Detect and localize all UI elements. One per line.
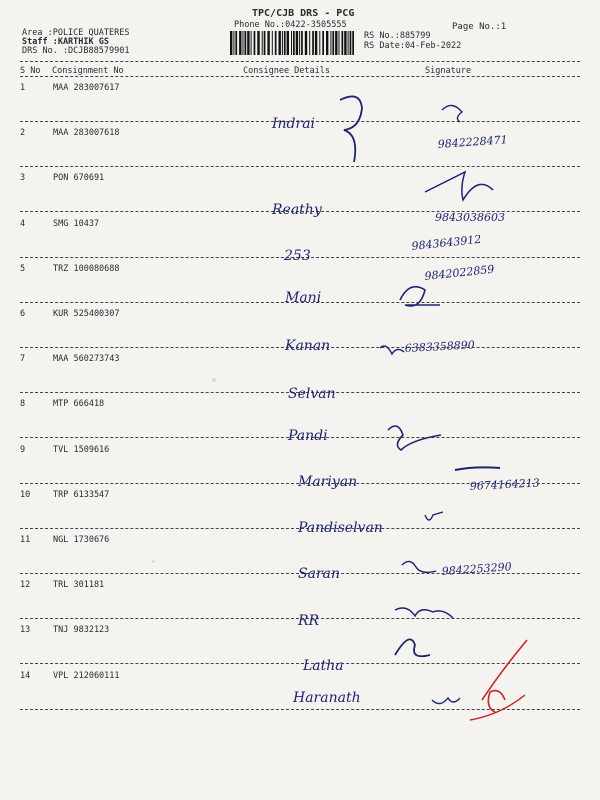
handwritten-consignee: Pandi [288, 428, 328, 444]
row-consignment-no: TNJ 9832123 [53, 625, 110, 636]
scan-speck [212, 378, 216, 382]
row-consignment-no: TVL 1509616 [53, 444, 110, 455]
rs-date: RS Date:04-Feb-2022 [364, 41, 462, 51]
row-consignment-no: VPL 212060111 [53, 670, 120, 681]
row-consignment-no: KUR 525400307 [53, 309, 120, 319]
row-divider [20, 573, 580, 574]
row-sno: 12 [20, 580, 31, 591]
row-sno: 6 [20, 309, 26, 319]
signature-scribble [455, 467, 500, 470]
staff-label: Staff :KARTHIK GS [22, 37, 109, 47]
row-divider [20, 347, 580, 348]
area-label: Area :POLICE QUATERES [22, 28, 130, 38]
row-consignment-no: MAA 283007617 [53, 83, 120, 93]
row-sno: 4 [20, 218, 26, 229]
row-sno: 10 [20, 489, 31, 500]
signature-scribble [402, 561, 436, 572]
handwritten-consignee: Mariyan [298, 474, 358, 490]
row-divider [20, 211, 580, 212]
row-divider [20, 302, 580, 303]
row-consignment-no: NGL 1730676 [53, 535, 110, 545]
handwritten-phone: 9842253290 [441, 560, 513, 578]
handwritten-consignee: Pandiselvan [298, 520, 383, 536]
handwritten-phone: 9842228471 [437, 133, 509, 151]
signature-scribble [425, 512, 443, 520]
handwritten-consignee: Kanan [285, 338, 331, 354]
signature-scribble [395, 639, 430, 656]
handwritten-consignee: Indrai [272, 116, 316, 132]
scan-speck [152, 560, 155, 563]
handwritten-consignee: 253 [284, 248, 311, 264]
row-sno: 11 [20, 535, 31, 545]
row-divider [20, 392, 580, 393]
row-consignment-no: MAA 560273743 [53, 354, 120, 365]
row-sno: 7 [20, 354, 26, 365]
row-divider [20, 663, 580, 664]
row-sno: 8 [20, 399, 26, 410]
red-check-mark [470, 695, 525, 720]
document-title: TPC/CJB DRS - PCG [252, 8, 355, 19]
row-divider [20, 121, 580, 122]
column-consignee: Consignee Details [243, 66, 330, 76]
signature-scribble [425, 172, 493, 200]
row-sno: 1 [20, 83, 26, 93]
column-sno: S No [20, 66, 41, 76]
signature-scribble [442, 105, 462, 122]
row-divider [20, 166, 580, 167]
row-sno: 14 [20, 670, 31, 681]
row-consignment-no: SMG 10437 [53, 218, 100, 229]
row-sno: 3 [20, 173, 26, 184]
handwritten-consignee: Haranath [293, 690, 361, 706]
row-consignment-no: MAA 283007618 [53, 128, 120, 139]
handwritten-consignee: Mani [285, 290, 322, 306]
handwritten-phone: 9842022859 [423, 262, 495, 283]
signature-scribble [395, 608, 453, 618]
signature-scribble [432, 698, 460, 704]
row-divider [20, 528, 580, 529]
row-divider [20, 257, 580, 258]
phone-number: Phone No.:0422-3505555 [234, 20, 347, 30]
column-signature: Signature [425, 66, 472, 76]
drs-number: DRS No. :DCJB88579901 [22, 46, 130, 56]
handwritten-consignee: RR [298, 613, 320, 629]
row-consignment-no: TRZ 100080688 [53, 263, 120, 274]
handwritten-phone: 9674164213 [469, 476, 541, 493]
row-divider [20, 709, 580, 710]
signature-scribble [400, 287, 440, 306]
row-sno: 13 [20, 625, 31, 636]
row-consignment-no: MTP 666418 [53, 399, 105, 410]
header-divider [20, 61, 580, 62]
row-sno: 2 [20, 128, 26, 139]
handwritten-phone: 6383358890 [404, 338, 476, 355]
column-divider [20, 76, 580, 77]
row-divider [20, 483, 580, 484]
row-consignment-no: PON 670691 [53, 173, 105, 184]
row-sno: 9 [20, 444, 26, 455]
handwritten-consignee: Reathy [272, 202, 322, 218]
row-sno: 5 [20, 263, 26, 274]
handwritten-consignee: Saran [298, 566, 340, 582]
column-consignment: Consignment No [52, 66, 124, 76]
page-number: Page No.:1 [452, 22, 507, 32]
row-divider [20, 437, 580, 438]
red-check-mark [482, 640, 527, 712]
handwritten-phone: 9843643912 [410, 232, 482, 253]
signature-scribble [340, 96, 362, 162]
rs-number: RS No.:885799 [364, 31, 431, 41]
handwritten-consignee: Latha [303, 658, 344, 674]
handwritten-consignee: Selvan [288, 386, 336, 402]
row-consignment-no: TRL 301181 [53, 580, 105, 591]
barcode [230, 31, 354, 55]
row-consignment-no: TRP 6133547 [53, 489, 110, 500]
row-divider [20, 618, 580, 619]
handwritten-phone: 9843038603 [435, 211, 505, 224]
